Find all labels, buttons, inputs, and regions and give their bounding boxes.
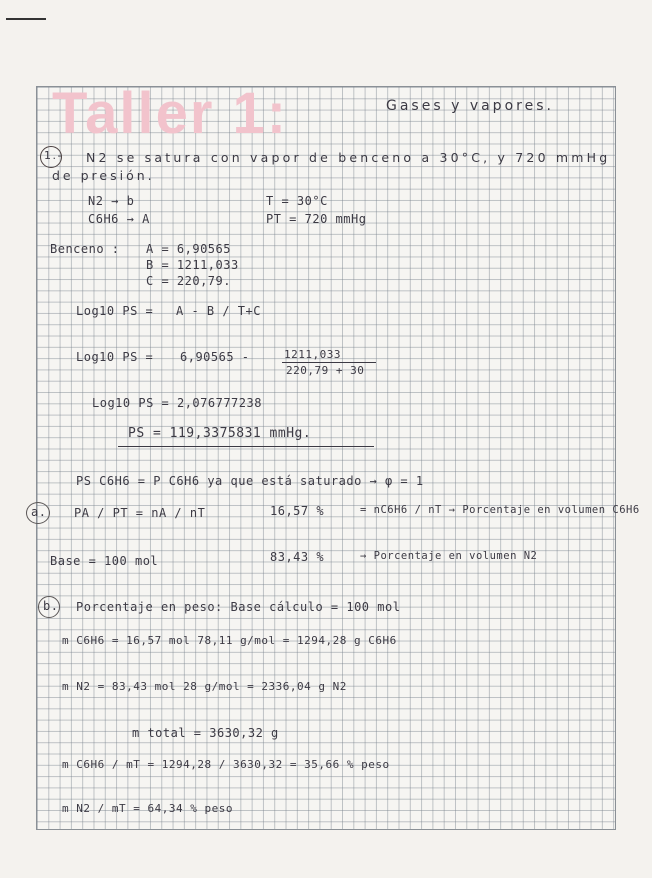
benzene-percent: 16,57 % xyxy=(270,504,325,518)
n2-volume-note: → Porcentaje en volumen N2 xyxy=(360,550,538,562)
log-sub-numerator: 1211,033 xyxy=(284,348,341,361)
part-b-label: b. xyxy=(43,599,59,613)
antoine-a: A = 6,90565 xyxy=(146,242,231,256)
log-sub-left: Log10 PS = xyxy=(76,350,154,364)
assign-temperature: T = 30°C xyxy=(266,194,328,208)
page-mark xyxy=(6,18,46,20)
result-underline xyxy=(118,446,374,447)
n2-percent: 83,43 % xyxy=(270,550,325,564)
part-a-label: a. xyxy=(31,505,47,519)
mass-n2: m N2 = 83,43 mol 28 g/mol = 2336,04 g N2 xyxy=(62,680,347,693)
problem-number: 1.- xyxy=(44,149,63,162)
base-100-mol: Base = 100 mol xyxy=(50,554,159,568)
problem-statement-line1: N2 se satura con vapor de benceno a 30°C, y 720 mmHg xyxy=(86,150,611,165)
antoine-label: Benceno : xyxy=(50,242,120,256)
mass-percent-heading: Porcentaje en peso: Base cálculo = 100 mol xyxy=(76,600,401,614)
assign-pressure: PT = 720 mmHg xyxy=(266,212,367,226)
benzene-volume-note: = nC6H6 / nT → Porcentaje en volumen C6H6 xyxy=(360,504,640,516)
log-sub-value: 6,90565 - xyxy=(180,350,250,364)
problem-statement-line2: de presión. xyxy=(52,168,155,183)
workshop-title: Taller 1: xyxy=(52,81,289,146)
mass-total: m total = 3630,32 g xyxy=(132,726,279,740)
workshop-subtitle: Gases y vapores. xyxy=(386,98,554,114)
assign-n2: N2 → b xyxy=(88,194,135,208)
log-general-right: A - B / T+C xyxy=(176,304,261,318)
log-sub-denominator: 220,79 + 30 xyxy=(286,364,365,377)
antoine-b: B = 1211,033 xyxy=(146,258,239,272)
saturation-condition: PS C6H6 = P C6H6 ya que está saturado → φ = 1 xyxy=(76,474,424,488)
assign-c6h6: C6H6 → A xyxy=(88,212,150,226)
antoine-c: C = 220,79. xyxy=(146,274,231,288)
log-general-left: Log10 PS = xyxy=(76,304,154,318)
log-result: Log10 PS = 2,076777238 xyxy=(92,396,262,410)
mass-fraction-n2: m N2 / mT = 64,34 % peso xyxy=(62,802,233,815)
saturation-pressure: PS = 119,3375831 mmHg. xyxy=(128,426,312,441)
mass-c6h6: m C6H6 = 16,57 mol 78,11 g/mol = 1294,28 g C6H6 xyxy=(62,634,397,647)
mole-fraction-ratio: PA / PT = nA / nT xyxy=(74,506,206,520)
fraction-bar xyxy=(282,362,376,363)
mass-fraction-c6h6: m C6H6 / mT = 1294,28 / 3630,32 = 35,66 % peso xyxy=(62,758,390,771)
